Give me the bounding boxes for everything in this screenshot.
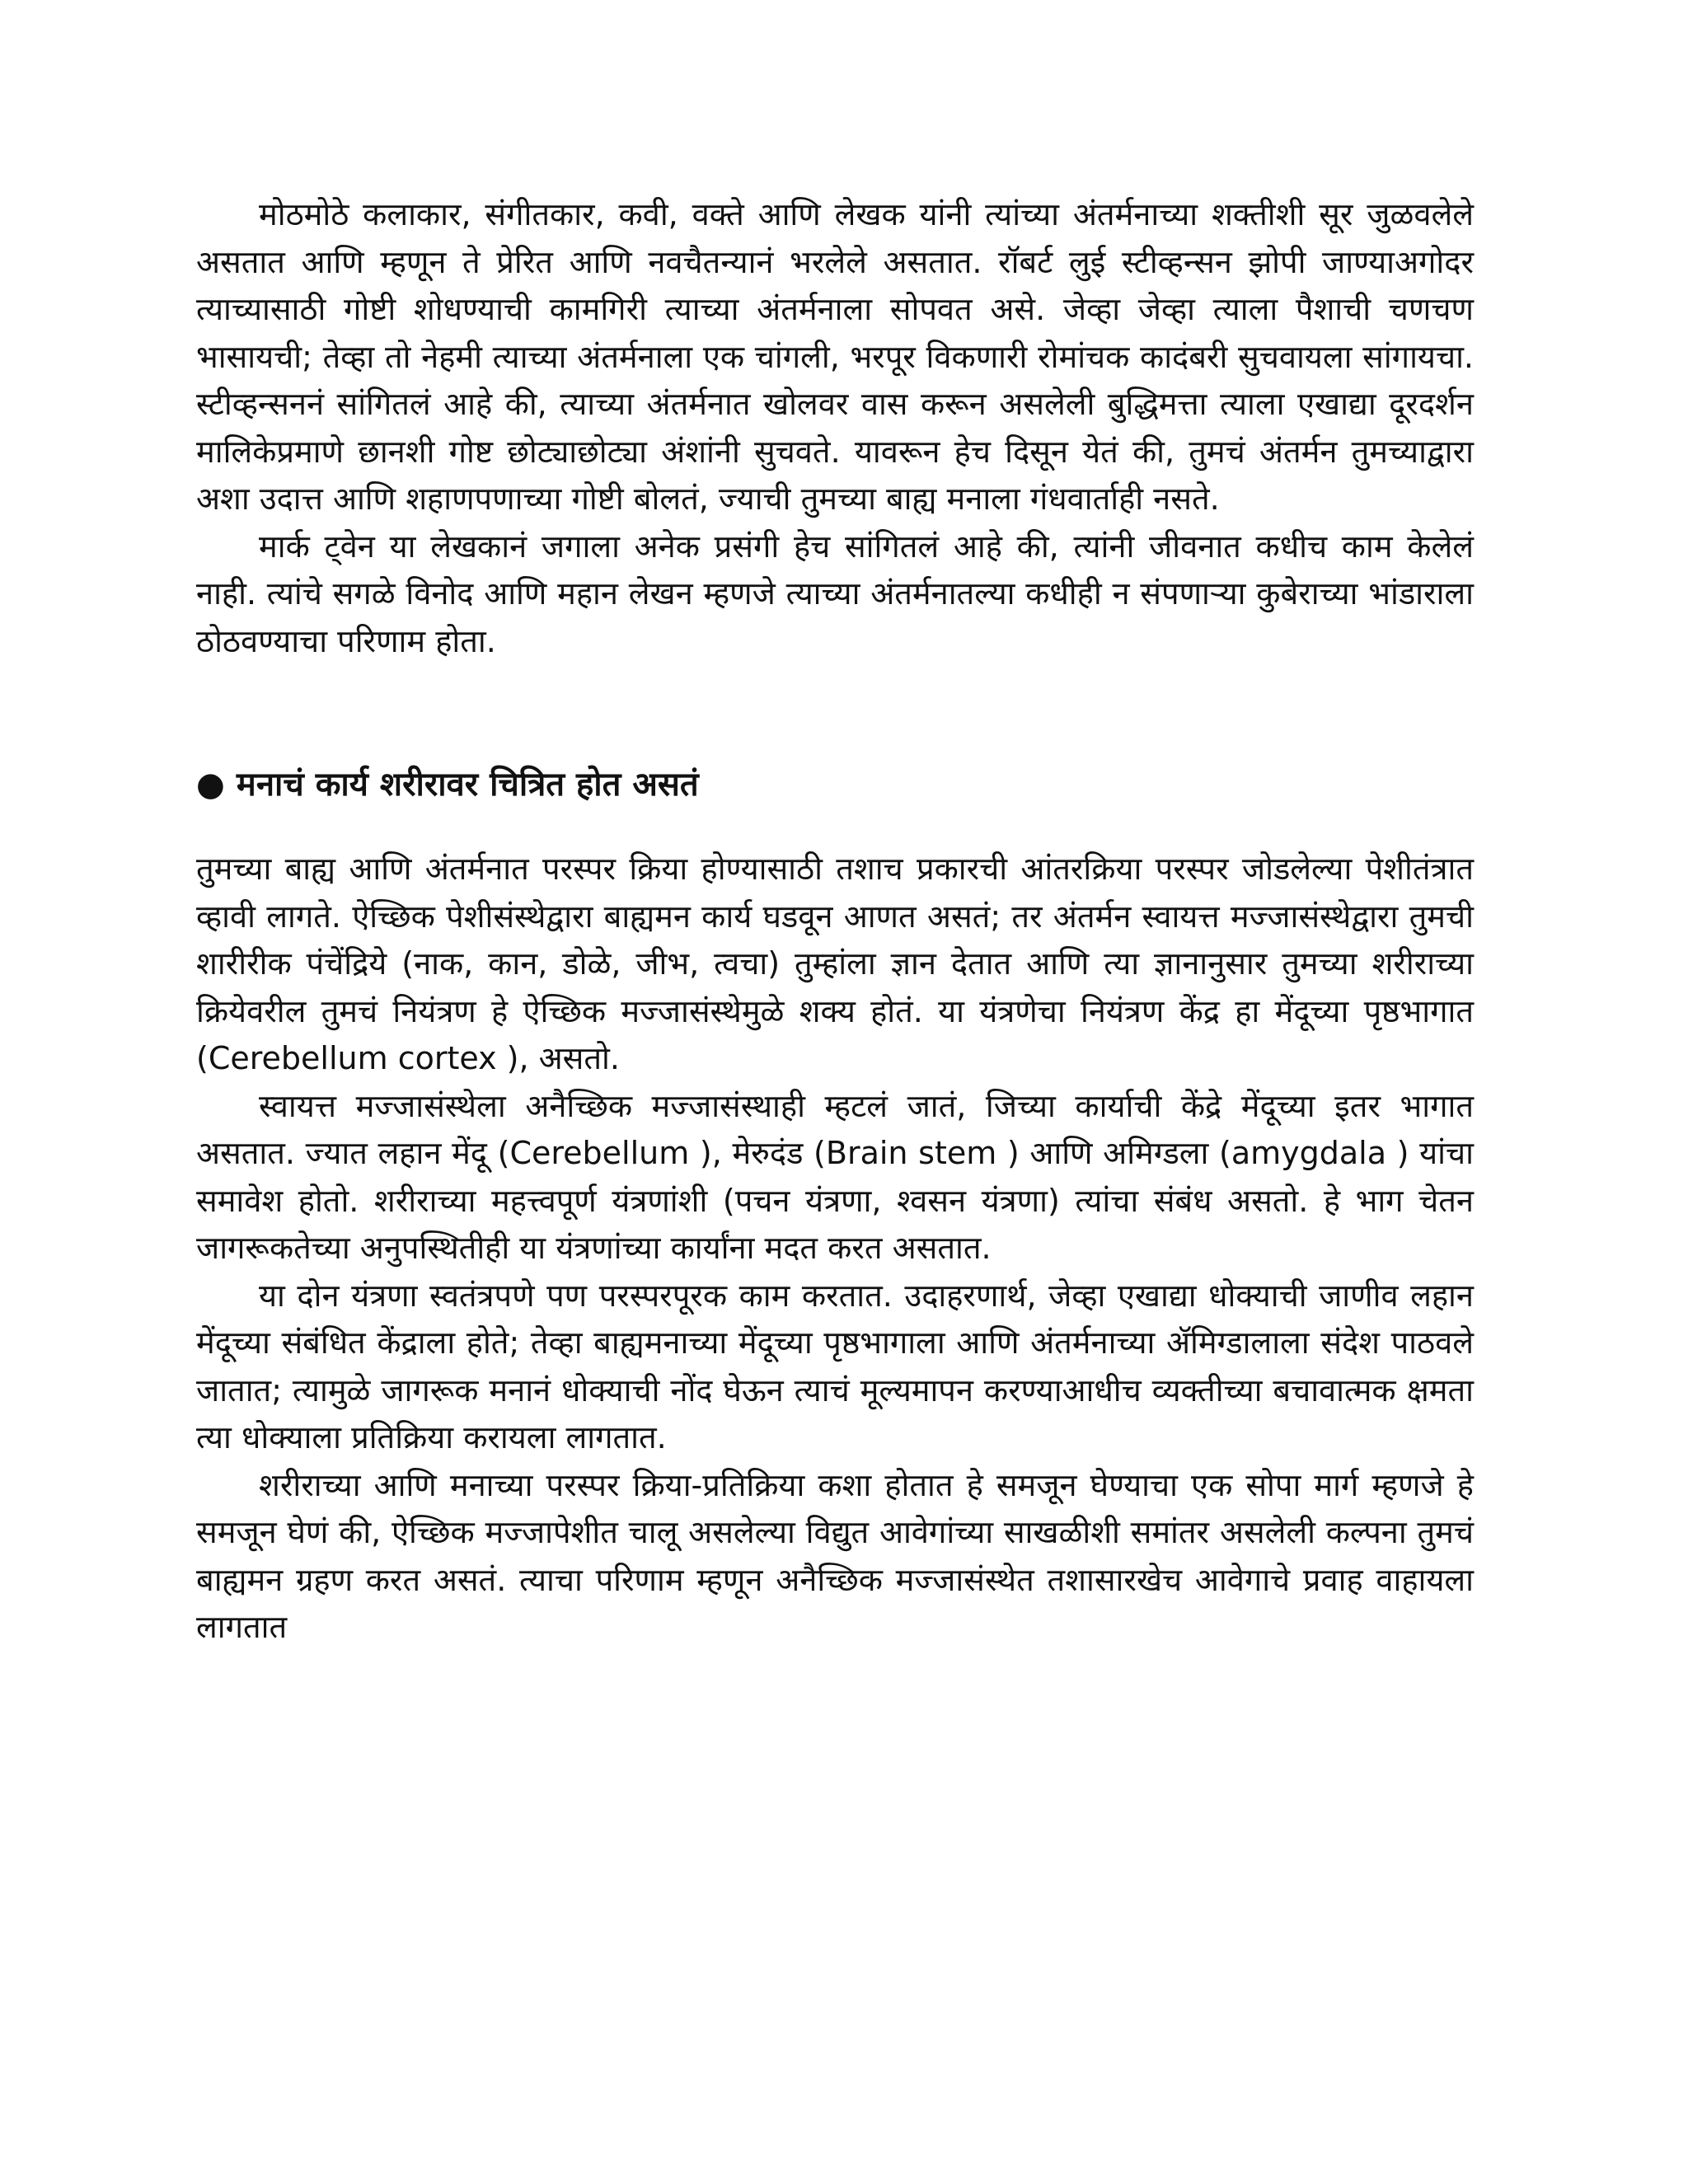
- section-heading: [196, 760, 1474, 809]
- paragraph-autonomic-system: स्वायत्त मज्जासंस्थेला अनैच्छिक मज्जासंस्थाही म्हटलं जातं, जिच्या कार्याची केंद्रे मेंदूच्या इतर भागात असतात. ज्यात लहान मेंदू (Cerebellum ), मेरुदंड (Brain stem ) आणि अमिग्डला (amygdala ) यांचा समावेश होतो. शरीराच्या महत्त्वपूर्ण यंत्रणांशी (पचन यंत्रणा, श्वसन यंत्रणा) त्यांचा संबंध असतो. हे भाग चेतन जागरूकतेच्या अनुपस्थितीही या यंत्रणांच्या कार्यांना मदत करत असतात.: [196, 1087, 1474, 1266]
- bullet-icon: ●: [196, 766, 225, 804]
- document-page: [196, 191, 1474, 1652]
- section-heading-text: मनाचं कार्य शरीरावर चित्रित होत असतं: [236, 766, 699, 804]
- paragraph-body-mind-interaction: शरीराच्या आणि मनाच्या परस्पर क्रिया-प्रतिक्रिया कशा होतात हे समजून घेण्याचा एक सोपा मार्ग म्हणजे हे समजून घेणं की, ऐच्छिक मज्जापेशीत चालू असलेल्या विद्युत आवेगांच्या साखळीशी समांतर असलेली कल्पना तुमचं बाह्यमन ग्रहण करत असतं. त्याचा परिणाम म्हणून अनैच्छिक मज्जासंस्थेत तशासारखेच आवेगाचे प्रवाह वाहायला लागतात: [196, 1466, 1474, 1645]
- paragraph-nervous-system: तुमच्या बाह्य आणि अंतर्मनात परस्पर क्रिया होण्यासाठी तशाच प्रकारची आंतरक्रिया परस्पर जोडलेल्या पेशीतंत्रात व्हावी लागते. ऐच्छिक पेशीसंस्थेद्वारा बाह्यमन कार्य घडवून आणत असतं; तर अंतर्मन स्वायत्त मज्जासंस्थेद्वारा तुमची शारीरीक पंचेंद्रिये (नाक, कान, डोळे, जीभ, त्वचा) तुम्हांला ज्ञान देतात आणि त्या ज्ञानानुसार तुमच्या शरीराच्या क्रियेवरील तुमचं नियंत्रण हे ऐच्छिक मज्जासंस्थेमुळे शक्य होतं. या यंत्रणेचा नियंत्रण केंद्र हा मेंदूच्या पृष्ठभागात (Cerebellum cortex ), असतो.: [196, 851, 1474, 1076]
- paragraph-two-systems: या दोन यंत्रणा स्वतंत्रपणे पण परस्परपूरक काम करतात. उदाहरणार्थ, जेव्हा एखाद्या धोक्याची जाणीव लहान मेंदूच्या संबंधित केंद्राला होते; तेव्हा बाह्यमनाच्या मेंदूच्या पृष्ठभागाला आणि अंतर्मनाच्या ॲमिग्डालाला संदेश पाठवले जातात; त्यामुळे जागरूक मनानं धोक्याची नोंद घेऊन त्याचं मूल्यमापन करण्याआधीच व्यक्तीच्या बचावात्मक क्षमता त्या धोक्याला प्रतिक्रिया करायला लागतात.: [196, 1277, 1474, 1455]
- paragraph-artists-subconscious: मोठमोठे कलाकार, संगीतकार, कवी, वक्ते आणि लेखक यांनी त्यांच्या अंतर्मनाच्या शक्तीशी सूर जुळवलेले असतात आणि म्हणून ते प्रेरित आणि नवचैतन्यानं भरलेले असतात. रॉबर्ट लुई स्टीव्हन्सन झोपी जाण्याअगोदर त्याच्यासाठी गोष्टी शोधण्याची कामगिरी त्याच्या अंतर्मनाला सोपवत असे. जेव्हा जेव्हा त्याला पैशाची चणचण भासायची; तेव्हा तो नेहमी त्याच्या अंतर्मनाला एक चांगली, भरपूर विकणारी रोमांचक कादंबरी सुचवायला सांगायचा. स्टीव्हन्सननं सांगितलं आहे की, त्याच्या अंतर्मनात खोलवर वास करून असलेली बुद्धिमत्ता त्याला एखाद्या दूरदर्शन मालिकेप्रमाणे छानशी गोष्ट छोट्याछोट्या अंशांनी सुचवते. यावरून हेच दिसून येतं की, तुमचं अंतर्मन तुमच्याद्वारा अशा उदात्त आणि शहाणपणाच्या गोष्टी बोलतं, ज्याची तुमच्या बाह्य मनाला गंधवार्ताही नसते.: [196, 196, 1474, 517]
- paragraph-mark-twain: मार्क ट्वेन या लेखकानं जगाला अनेक प्रसंगी हेच सांगितलं आहे की, त्यांनी जीवनात कधीच काम केलेलं नाही. त्यांचे सगळे विनोद आणि महान लेखन म्हणजे त्याच्या अंतर्मनातल्या कधीही न संपणाऱ्या कुबेराच्या भांडाराला ठोठवण्याचा परिणाम होता.: [196, 527, 1474, 659]
